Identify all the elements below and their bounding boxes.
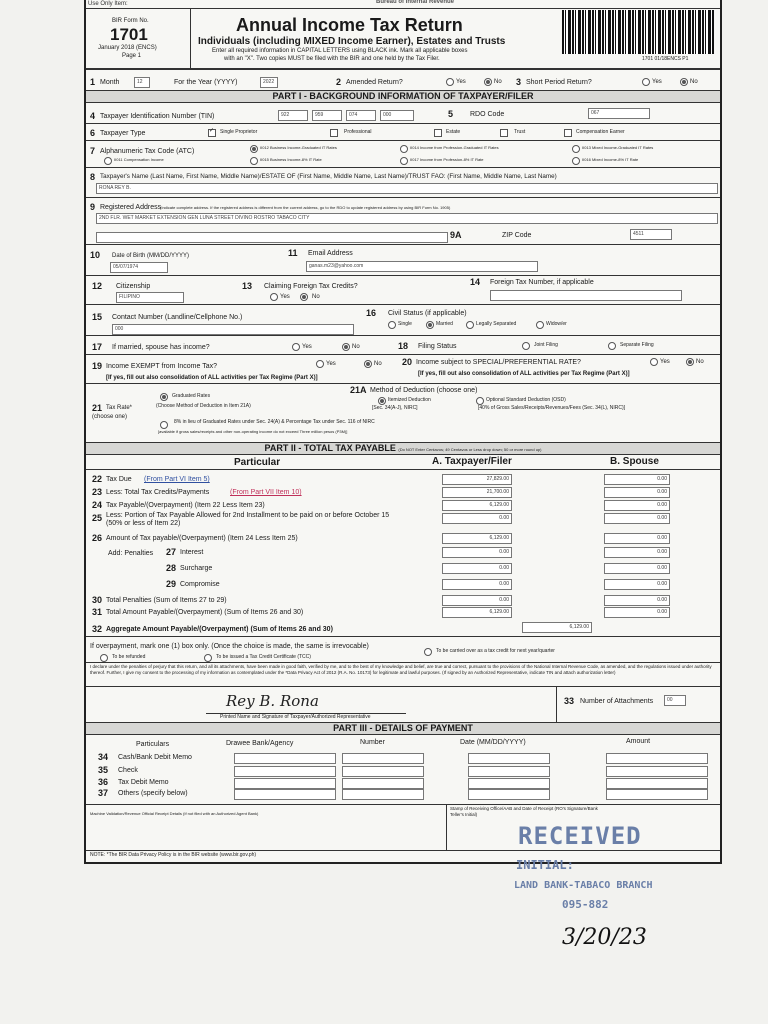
- tax-rate-label: Tax Rate*: [106, 405, 133, 411]
- item-36-number: 36: [98, 777, 109, 787]
- item-37-drawee-field[interactable]: [234, 789, 336, 800]
- stamp-code: 095-882: [562, 898, 609, 911]
- special-no-radio[interactable]: [686, 358, 694, 366]
- item-28-spouse-field[interactable]: 0.00: [604, 563, 670, 574]
- itemized-label: Itemized Deduction: [388, 397, 431, 403]
- zip-label: ZIP Code: [502, 232, 532, 239]
- header-divider-left: [190, 8, 191, 68]
- civil-single-label: Single: [398, 321, 412, 327]
- type-sole-checkbox[interactable]: [208, 129, 216, 137]
- graduated-label: Graduated Rates: [172, 393, 211, 399]
- spouse-income-yes-label: Yes: [302, 344, 312, 350]
- item-19-number: 19: [92, 361, 103, 371]
- item-8-number: 8: [90, 172, 96, 182]
- item-21a-number: 21A: [350, 385, 367, 395]
- item-24-number: 24: [92, 500, 103, 510]
- month-field[interactable]: 12: [134, 77, 150, 88]
- item-24-label: Tax Payable/(Overpayment) (Item 22 Less Item 23): [106, 502, 265, 509]
- item-22-taxpayer-field[interactable]: 27,829.00: [442, 474, 512, 485]
- dob-label: Date of Birth (MM/DD/YYYY): [112, 253, 190, 259]
- item-35-label: Check: [118, 767, 138, 774]
- address-field-line-2[interactable]: [96, 232, 448, 243]
- stamp-divider: [446, 804, 447, 850]
- form-no-label: BIR Form No.: [112, 18, 149, 24]
- address-note: (Indicate complete address. If the registered address is different from the current address, go to the RDO to update registered address by using BIR Form No. 1905): [160, 205, 451, 210]
- item-21-number: 21: [92, 403, 103, 413]
- item-27-spouse-field[interactable]: 0.00: [604, 547, 670, 558]
- item-16-number: 16: [366, 308, 377, 318]
- use-only-label: Use Only Item:: [88, 1, 128, 7]
- item-30-number: 30: [92, 595, 103, 605]
- form-subtitle: Individuals (including MIXED Income Earner), Estates and Trusts: [198, 36, 506, 47]
- civil-single-radio[interactable]: [388, 321, 396, 329]
- item-3-number: 3: [516, 77, 522, 87]
- civil-widow-radio[interactable]: [536, 321, 544, 329]
- item-10-number: 10: [90, 250, 101, 260]
- tcc-radio[interactable]: [204, 654, 212, 662]
- rule-15: [86, 335, 720, 336]
- item-25-number: 25: [92, 513, 103, 523]
- name-field[interactable]: RONA REY B.: [96, 183, 718, 194]
- item-36-number-field[interactable]: [342, 778, 424, 789]
- item-37-number-field[interactable]: [342, 789, 424, 800]
- rule-8: [86, 197, 720, 198]
- item-26-spouse-field[interactable]: 0.00: [604, 533, 670, 544]
- item-12-number: 12: [92, 281, 103, 291]
- col-number: Number: [360, 739, 385, 746]
- part-2-note: (Do NOT Enter Centavos; 49 Centavos or Less drop down; 50 or more round up): [398, 447, 542, 452]
- atc-label: Alphanumeric Tax Code (ATC): [100, 148, 195, 155]
- atc-ii016-label: II016 Mixed Income-8% IT Rate: [582, 157, 639, 162]
- tin-field-4[interactable]: 000: [380, 110, 414, 121]
- method-label: Method of Deduction (choose one): [370, 387, 478, 394]
- address-label: Registered Address: [100, 204, 162, 211]
- rule-4: [86, 123, 720, 124]
- item-29-spouse-field[interactable]: 0.00: [604, 579, 670, 590]
- graduated-note: (Choose Method of Deduction in Item 21A): [156, 403, 251, 409]
- filing-joint-radio[interactable]: [522, 342, 530, 350]
- type-trust-checkbox[interactable]: [500, 129, 508, 137]
- graduated-radio[interactable]: [160, 393, 168, 401]
- item-27-taxpayer-field[interactable]: 0.00: [442, 547, 512, 558]
- filing-separate-radio[interactable]: [608, 342, 616, 350]
- exempt-no-radio[interactable]: [364, 360, 372, 368]
- civil-separated-radio[interactable]: [466, 321, 474, 329]
- atc-ii014-label: II014 Income from Profession-Graduated IT Rates: [410, 145, 499, 150]
- amended-no-radio[interactable]: [484, 78, 492, 86]
- item-11-number: 11: [288, 248, 298, 258]
- rule-7: [86, 167, 720, 168]
- refund-radio[interactable]: [100, 654, 108, 662]
- citizenship-field[interactable]: FILIPINO: [116, 292, 184, 303]
- item-26-label: Amount of Tax payable/(Overpayment) (Item 24 Less Item 25): [106, 535, 298, 542]
- year-label: For the Year (YYYY): [174, 79, 238, 86]
- exempt-yes-label: Yes: [326, 361, 336, 367]
- item-9a-number: 9A: [450, 230, 462, 240]
- item-27-number: 27: [166, 547, 177, 557]
- amended-no-label: No: [494, 79, 502, 85]
- special-rate-note: [If yes, fill out also consolidation of ALL activities per Tax Regime (Part X)]: [418, 371, 630, 377]
- col-drawee: Drawee Bank/Agency: [226, 740, 294, 747]
- atc-ii015-radio[interactable]: [250, 157, 258, 165]
- rule-17: [86, 354, 720, 355]
- item-35-date-field[interactable]: [468, 766, 550, 777]
- item-26-number: 26: [92, 533, 103, 543]
- item-37-label: Others (specify below): [118, 790, 188, 797]
- item-23-reference-link[interactable]: (From Part VII Item 10): [230, 489, 302, 496]
- item-34-number-field[interactable]: [342, 753, 424, 764]
- item-29-number: 29: [166, 579, 177, 589]
- item-6-number: 6: [90, 128, 96, 138]
- credits-no-radio[interactable]: [300, 293, 308, 301]
- spouse-income-no-label: No: [352, 344, 360, 350]
- item-26-taxpayer-field[interactable]: 6,129.00: [442, 533, 512, 544]
- item-1-number: 1: [90, 77, 96, 87]
- bureau-label: Bureau of Internal Revenue: [376, 0, 455, 5]
- tcc-label: To be issued a Tax Credit Certificate (TCC): [216, 654, 311, 660]
- item-22-label: Tax Due: [106, 476, 132, 483]
- machine-validation-label: Machine Validation/Revenue Official Receipt Details (If not filed with an Authorized Agent Bank): [90, 811, 259, 816]
- filing-joint-label: Joint Filing: [534, 342, 558, 348]
- stamp-label: Stamp of Receiving Office/AAB and Date of Receipt (RO's Signature/Bank Teller's Initial): [450, 806, 598, 817]
- carry-over-label: To be carried over as a tax credit for next year/quarter: [436, 648, 555, 654]
- item-28-taxpayer-field[interactable]: 0.00: [442, 563, 512, 574]
- special-yes-radio[interactable]: [650, 358, 658, 366]
- header-bottom-rule: [86, 68, 720, 70]
- type-estate-label: Estate: [446, 129, 461, 135]
- short-yes-label: Yes: [652, 79, 662, 85]
- item-5-number: 5: [448, 109, 454, 119]
- item-35-drawee-field[interactable]: [234, 766, 336, 777]
- item-30-label: Total Penalties (Sum of Items 27 to 29): [106, 597, 227, 604]
- amended-yes-label: Yes: [456, 79, 466, 85]
- item-30-taxpayer-field[interactable]: 0.00: [442, 595, 512, 606]
- email-field[interactable]: ganas.m23@yahoo.com: [306, 261, 538, 272]
- type-prof-checkbox[interactable]: [330, 129, 338, 137]
- atc-ii015-label: II015 Business Income-8% IT Rate: [260, 157, 322, 162]
- dob-field[interactable]: 05/07/1974: [110, 262, 168, 273]
- eight-percent-radio[interactable]: [160, 421, 168, 429]
- tin-field-2[interactable]: 959: [312, 110, 342, 121]
- part-3-title: PART III - DETAILS OF PAYMENT: [86, 722, 720, 735]
- amended-label: Amended Return?: [346, 79, 403, 86]
- exempt-yes-radio[interactable]: [316, 360, 324, 368]
- item-35-number: 35: [98, 765, 109, 775]
- short-period-label: Short Period Return?: [526, 79, 592, 86]
- item-30-spouse-field[interactable]: 0.00: [604, 595, 670, 606]
- spouse-income-no-radio[interactable]: [342, 343, 350, 351]
- short-yes-radio[interactable]: [642, 78, 650, 86]
- form-number: 1701: [110, 25, 148, 44]
- part-1-title: PART I - BACKGROUND INFORMATION OF TAXPAYER/FILER: [86, 90, 720, 103]
- item-14-number: 14: [470, 277, 481, 287]
- item-18-number: 18: [398, 341, 409, 351]
- item-22-spouse-field[interactable]: 0.00: [604, 474, 670, 485]
- item-31-spouse-field[interactable]: 0.00: [604, 607, 670, 618]
- part-2-title-bar: [86, 442, 720, 455]
- type-trust-label: Trust: [514, 129, 526, 135]
- rule-32: [86, 636, 720, 637]
- item-17-number: 17: [92, 342, 103, 352]
- item-31-label: Total Amount Payable/(Overpayment) (Sum of Items 26 and 30): [106, 609, 304, 616]
- col-particular: Particular: [234, 457, 281, 468]
- item-28-number: 28: [166, 563, 177, 573]
- attachments-label: Number of Attachments: [580, 698, 654, 705]
- item-25-spouse-field[interactable]: 0.00: [604, 513, 670, 524]
- item-22-reference-link[interactable]: (From Part VI Item 5): [144, 476, 210, 483]
- form-title: Annual Income Tax Return: [236, 15, 463, 35]
- short-no-label: No: [690, 79, 698, 85]
- item-23-label: Less: Total Tax Credits/Payments: [106, 489, 210, 496]
- exempt-label: Income EXEMPT from Income Tax?: [106, 363, 218, 370]
- item-24-taxpayer-field[interactable]: 6,129.00: [442, 500, 512, 511]
- item-24-spouse-field[interactable]: 0.00: [604, 500, 670, 511]
- item-35-number-field[interactable]: [342, 766, 424, 777]
- type-sole-label: Single Proprietor: [220, 129, 258, 135]
- item-23-spouse-field[interactable]: 0.00: [604, 487, 670, 498]
- stamp-bank: LAND BANK-TABACO BRANCH: [514, 880, 653, 891]
- rule-12: [86, 304, 720, 305]
- item-37-date-field[interactable]: [468, 789, 550, 800]
- credits-no-label: No: [312, 294, 320, 300]
- stamp-initial: INITIAL:: [516, 858, 574, 872]
- add-penalties-label: Add: Penalties: [108, 550, 154, 557]
- special-yes-label: Yes: [660, 359, 670, 365]
- rule-declare: [86, 686, 720, 687]
- item-33-number: 33: [564, 696, 575, 706]
- atc-ii013-radio[interactable]: [572, 145, 580, 153]
- osd-label: Optional Standard Deduction (OSD): [486, 397, 566, 403]
- col-taxpayer: A. Taxpayer/Filer: [432, 456, 512, 467]
- item-23-taxpayer-field[interactable]: 21,700.00: [442, 487, 512, 498]
- type-comp-checkbox[interactable]: [564, 129, 572, 137]
- credits-label: Claiming Foreign Tax Credits?: [264, 283, 358, 290]
- civil-married-radio[interactable]: [426, 321, 434, 329]
- atc-ii014-radio[interactable]: [400, 145, 408, 153]
- item-25-label: Less: Portion of Tax Payable Allowed for 2nd Installment to be paid on or before October 15 (50% or less of Item 22): [106, 512, 390, 527]
- form-edition: January 2018 (ENCS): [98, 45, 157, 51]
- item-37-amount-field[interactable]: [606, 789, 708, 800]
- email-label: Email Address: [308, 250, 353, 257]
- type-prof-label: Professional: [344, 129, 372, 135]
- item-34-label: Cash/Bank Debit Memo: [118, 754, 192, 761]
- contact-label: Contact Number (Landline/Cellphone No.): [112, 314, 243, 321]
- taxpayer-signature: Rey B. Rona: [226, 692, 319, 710]
- col-particulars: Particulars: [136, 741, 170, 748]
- address-field[interactable]: 2ND FLR. WET MARKET EXTENSION GEN LUNA STREET DIVINO ROSTRO TABACO CITY: [96, 213, 718, 224]
- rule-6: [86, 140, 720, 141]
- item-15-number: 15: [92, 312, 103, 322]
- item-4-number: 4: [90, 111, 96, 121]
- rule-10: [86, 275, 720, 276]
- attach-divider: [556, 686, 557, 722]
- exempt-no-label: No: [374, 361, 382, 367]
- barcode: [562, 10, 714, 54]
- item-7-number: 7: [90, 146, 96, 156]
- item-31-number: 31: [92, 607, 103, 617]
- item-36-label: Tax Debit Memo: [118, 779, 169, 786]
- atc-ii017-radio[interactable]: [400, 157, 408, 165]
- barcode-code: 1701 01/18ENCS P1: [642, 56, 689, 62]
- atc-ii013-label: II013 Mixed Income-Graduated IT Rates: [582, 145, 654, 150]
- form-instruction-1: Enter all required information in CAPITAL LETTERS using BLACK ink. Mark all applicable boxes: [212, 48, 468, 54]
- item-25-taxpayer-field[interactable]: 0.00: [442, 513, 512, 524]
- special-rate-label: Income subject to SPECIAL/PREFERENTIAL RATE?: [416, 359, 581, 366]
- foreign-tax-field[interactable]: [490, 290, 682, 301]
- name-label: Taxpayer's Name (Last Name, First Name, Middle Name)/ESTATE OF (First Name, Middle Name, Last Name)/TRUST FAO: (First Name, Middle Name, Last Name): [100, 173, 557, 180]
- atc-ii012-radio[interactable]: [250, 145, 258, 153]
- aggregate-label: Aggregate Amount Payable/(Overpayment) (Sum of Items 26 and 30): [106, 626, 333, 633]
- item-36-drawee-field[interactable]: [234, 778, 336, 789]
- tin-label: Taxpayer Identification Number (TIN): [100, 113, 215, 120]
- foreign-tax-label: Foreign Tax Number, if applicable: [490, 279, 594, 286]
- zip-field[interactable]: 4511: [630, 229, 672, 240]
- atc-ii017-label: II017 Income from Profession-8% IT Rate: [410, 157, 484, 162]
- item-35-amount-field[interactable]: [606, 766, 708, 777]
- civil-status-label: Civil Status (if applicable): [388, 310, 467, 317]
- rule-overpay: [86, 662, 720, 663]
- filing-status-label: Filing Status: [418, 343, 457, 350]
- item-29-label: Compromise: [180, 581, 220, 588]
- atc-ii016-radio[interactable]: [572, 157, 580, 165]
- citizenship-label: Citizenship: [116, 283, 151, 290]
- form-page: Page 1: [122, 53, 142, 59]
- header-top-rule: [86, 8, 720, 9]
- item-20-number: 20: [402, 357, 413, 367]
- atc-ii011-radio[interactable]: [104, 157, 112, 165]
- filing-separate-label: Separate Filing: [620, 342, 654, 348]
- special-no-label: No: [696, 359, 704, 365]
- aggregate-field[interactable]: 6,129.00: [522, 622, 592, 633]
- item-36-date-field[interactable]: [468, 778, 550, 789]
- col-date: Date (MM/DD/YYYY): [460, 739, 526, 746]
- itemized-radio[interactable]: [378, 397, 386, 405]
- civil-married-label: Married: [436, 321, 453, 327]
- type-estate-checkbox[interactable]: [434, 129, 442, 137]
- item-34-drawee-field[interactable]: [234, 753, 336, 764]
- item-23-number: 23: [92, 487, 103, 497]
- item-22-number: 22: [92, 474, 103, 484]
- signature-caption: Printed Name and Signature of Taxpayer/Authorized Representative: [220, 714, 371, 720]
- bir-form-1701-page: [84, 0, 722, 864]
- item-31-taxpayer-field[interactable]: 6,129.00: [442, 607, 512, 618]
- received-date-handwritten: 3/20/23: [562, 925, 647, 950]
- refund-label: To be refunded: [112, 654, 146, 660]
- received-text: RECEIVED: [518, 822, 642, 850]
- osd-radio[interactable]: [476, 397, 484, 405]
- amended-yes-radio[interactable]: [446, 78, 454, 86]
- rule-9: [86, 244, 720, 245]
- form-instruction-2: with an "X". Two copies MUST be filed with the BIR and one held by the Tax Filer.: [224, 56, 440, 62]
- type-label: Taxpayer Type: [100, 130, 146, 137]
- itemized-note: [Sec. 34(A-J), NIRC]: [372, 405, 418, 411]
- credits-yes-radio[interactable]: [270, 293, 278, 301]
- col-spouse: B. Spouse: [610, 456, 659, 467]
- rule-part2-head: [86, 469, 720, 470]
- item-27-label: Interest: [180, 549, 204, 556]
- col-amount: Amount: [626, 738, 651, 745]
- item-34-date-field[interactable]: [468, 753, 550, 764]
- item-34-amount-field[interactable]: [606, 753, 708, 764]
- part-2-title: PART II - TOTAL TAX PAYABLE: [264, 443, 396, 453]
- spouse-income-label: If married, spouse has income?: [112, 344, 210, 351]
- tin-field-1[interactable]: 922: [278, 110, 308, 121]
- item-37-number: 37: [98, 788, 109, 798]
- item-9-number: 9: [90, 202, 96, 212]
- privacy-note: NOTE: *The BIR Data Privacy Policy is in the BIR website (www.bir.gov.ph): [90, 852, 257, 858]
- month-label: Month: [100, 79, 120, 86]
- declaration-text: I declare under the penalties of perjury that this return, and all its attachments, have been made in good faith, verified by me, and to the best of my knowledge and belief, are true and correct, pursuant to the provisions of the National Internal Revenue Code, as amended, and the regulations issued under authority thereof. Further, I give my consent to the processing of my information as contemplated under the *Data Privacy Act of 2012 (R.A. No. 10173) for legitimate and lawful purposes. (If signed by an Authorized Representative, indicate TIN and attach authorization letter): [90, 664, 712, 675]
- eight-percent-note: [available if gross sales/receipts and other non-operating income do not exceed Three million pesos (P3M)]: [158, 429, 348, 434]
- contact-field[interactable]: 000: [112, 324, 354, 335]
- rdo-label: RDO Code: [470, 111, 505, 118]
- tin-field-3[interactable]: 074: [346, 110, 376, 121]
- item-32-number: 32: [92, 624, 103, 634]
- item-34-number: 34: [98, 752, 109, 762]
- atc-ii012-label: II012 Business Income-Graduated IT Rates: [260, 145, 337, 150]
- carry-over-radio[interactable]: [424, 648, 432, 656]
- exempt-note: [If yes, fill out also consolidation of ALL activities per Tax Regime (Part X)]: [106, 375, 318, 381]
- tax-rate-sub: (choose one): [92, 414, 128, 420]
- credits-yes-label: Yes: [280, 294, 290, 300]
- item-28-label: Surcharge: [180, 565, 213, 572]
- item-36-amount-field[interactable]: [606, 778, 708, 789]
- civil-widow-label: Widow/er: [546, 321, 567, 327]
- item-2-number: 2: [336, 77, 342, 87]
- atc-ii011-label: II011 Compensation Income: [114, 157, 164, 162]
- overpayment-label: If overpayment, mark one (1) box only. (Once the choice is made, the same is irrevocable): [90, 643, 369, 650]
- item-29-taxpayer-field[interactable]: 0.00: [442, 579, 512, 590]
- type-comp-label: Compensation Earner: [576, 129, 625, 135]
- received-stamp: [510, 818, 672, 918]
- rule-part3: [86, 804, 720, 805]
- rdo-field[interactable]: 067: [588, 108, 650, 119]
- spouse-income-yes-radio[interactable]: [292, 343, 300, 351]
- year-field[interactable]: 2022: [260, 77, 278, 88]
- eight-percent-label: 8% in lieu of Graduated Rates under Sec. 24(A) & Percentage Tax under Sec. 116 of NIRC: [174, 419, 375, 425]
- item-13-number: 13: [242, 281, 253, 291]
- attachments-field[interactable]: 00: [664, 695, 686, 706]
- osd-note: [40% of Gross Sales/Receipts/Revenues/Fees (Sec. 34(L), NIRC)]: [478, 405, 626, 411]
- civil-separated-label: Legally Separated: [476, 321, 517, 327]
- short-no-radio[interactable]: [680, 78, 688, 86]
- rule-19: [86, 383, 720, 384]
